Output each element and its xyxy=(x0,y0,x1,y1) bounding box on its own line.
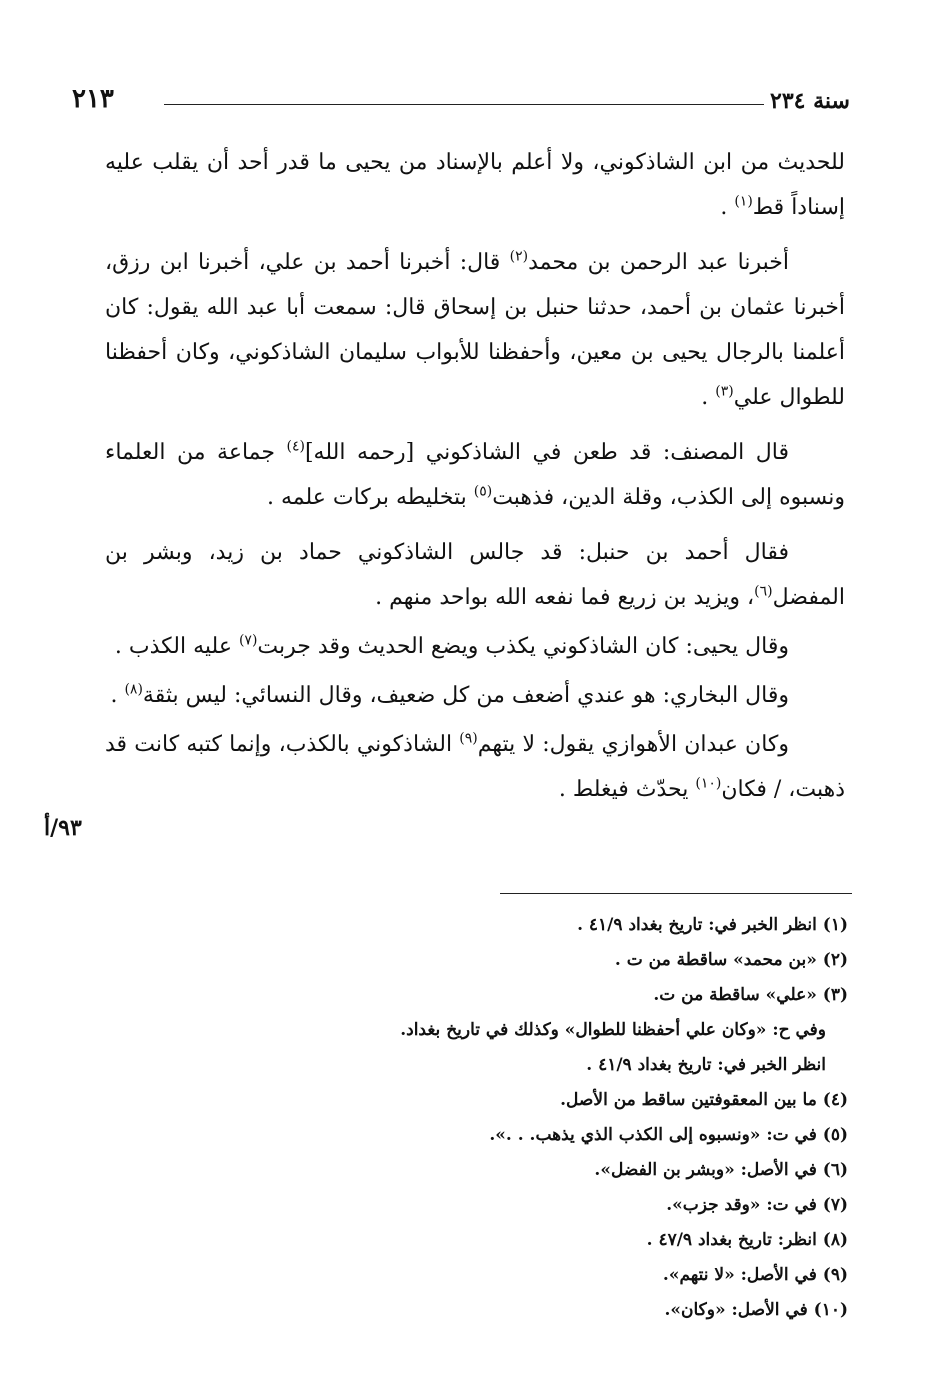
footnote-ref: (٥) xyxy=(473,483,493,500)
paragraph: وقال البخاري: هو عندي أضعف من كل ضعيف، وقال النسائي: ليس بثقة$^{(٨)}$ . xyxy=(110,681,789,708)
footnote: (٦) في الأصل: «وبشر بن الفضل». xyxy=(594,1160,848,1180)
footnote: (٣) «علي» ساقطة من ت. xyxy=(653,985,848,1005)
footnote-ref: (٤) xyxy=(286,438,305,455)
footnote: (١٠) في الأصل: «وكان». xyxy=(664,1300,848,1320)
footnote: (١) انظر الخبر في: تاريخ بغداد ٤١/٩ . xyxy=(577,915,848,935)
footnote-ref: (١٠) xyxy=(695,775,722,792)
footnote-separator xyxy=(500,893,852,894)
footnote: (٤) ما بين المعقوفتين ساقط من الأصل. xyxy=(560,1090,848,1110)
footnote-ref: (٦) xyxy=(754,583,773,600)
paragraph: وقال يحيى: كان الشاذكوني يكذب ويضع الحديث وقد جربت$^{(٧)}$ عليه الكذب . xyxy=(114,632,789,659)
paragraph: قال المصنف: قد طعن في الشاذكوني [رحمه الله]$^{(٤)}$ جماعة من العلماء ونسبوه إلى الكذب، وقلة الدين، فذهبت$^{(٥)}$ بتخليطه بركات علمه . xyxy=(105,438,845,510)
footnote-ref: (٨) xyxy=(124,681,143,698)
footnote: انظر الخبر في: تاريخ بغداد ٤١/٩ . xyxy=(586,1055,826,1075)
page-number: ٢١٣ xyxy=(72,84,114,114)
main-text xyxy=(105,140,845,822)
paragraph: فقال أحمد بن حنبل: قد جالس الشاذكوني حماد بن زيد، وبشر بن المفضل$^{(٦)}$، ويزيد بن زريع فما نفعه الله بواحد منهم . xyxy=(105,540,845,610)
header-rule xyxy=(164,104,764,105)
footnote: (٧) في ت: «وقد جزب». xyxy=(666,1195,848,1215)
header-year: سنة ٢٣٤ xyxy=(770,88,850,114)
footnote: (٨) انظر: تاريخ بغداد ٤٧/٩ . xyxy=(646,1230,848,1250)
footnote-ref: (٧) xyxy=(238,632,258,649)
footnotes xyxy=(300,908,848,1328)
footnote-ref: (٢) xyxy=(509,248,529,265)
running-header xyxy=(72,84,850,124)
footnote: (٢) «بن محمد» ساقطة من ت . xyxy=(614,950,848,970)
footnote-ref: (١) xyxy=(734,193,753,210)
footnote-ref: (٣) xyxy=(715,383,734,400)
paragraph: للحديث من ابن الشاذكوني، ولا أعلم بالإسناد من يحيى ما قدر أحد أن يقلب عليه إسناداً قط$^{(١)}$ . xyxy=(105,150,845,220)
footnote: وفي ح: «وكان علي أحفظنا للطوال» وكذلك في تاريخ بغداد. xyxy=(400,1020,826,1040)
paragraph: أخبرنا عبد الرحمن بن محمد$^{(٢)}$ قال: أخبرنا أحمد بن علي، أخبرنا ابن رزق، أخبرنا عثمان بن أحمد، حدثنا حنبل بن إسحاق قال: سمعت أبا عبد الله يقول: كان أعلمنا بالرجال يحيى بن معين، وأحفظنا للأبواب سليمان الشاذكوني، وكان أحفظنا للطوال علي$^{(٣)}$ . xyxy=(105,248,845,410)
footnote: (٥) في ت: «ونسبوه إلى الكذب الذي يذهب. . .». xyxy=(489,1125,848,1145)
paragraph: وكان عبدان الأهوازي يقول: لا يتهم$^{(٩)}$ الشاذكوني بالكذب، وإنما كتبه كانت قد ذهبت، / فكان$^{(١٠)}$ يحدّث فيغلط . xyxy=(105,730,845,802)
footnote: (٩) في الأصل: «لا نتهم». xyxy=(662,1265,848,1285)
folio-marker: ٩٣/أ xyxy=(44,815,82,841)
footnote-ref: (٩) xyxy=(459,730,478,747)
